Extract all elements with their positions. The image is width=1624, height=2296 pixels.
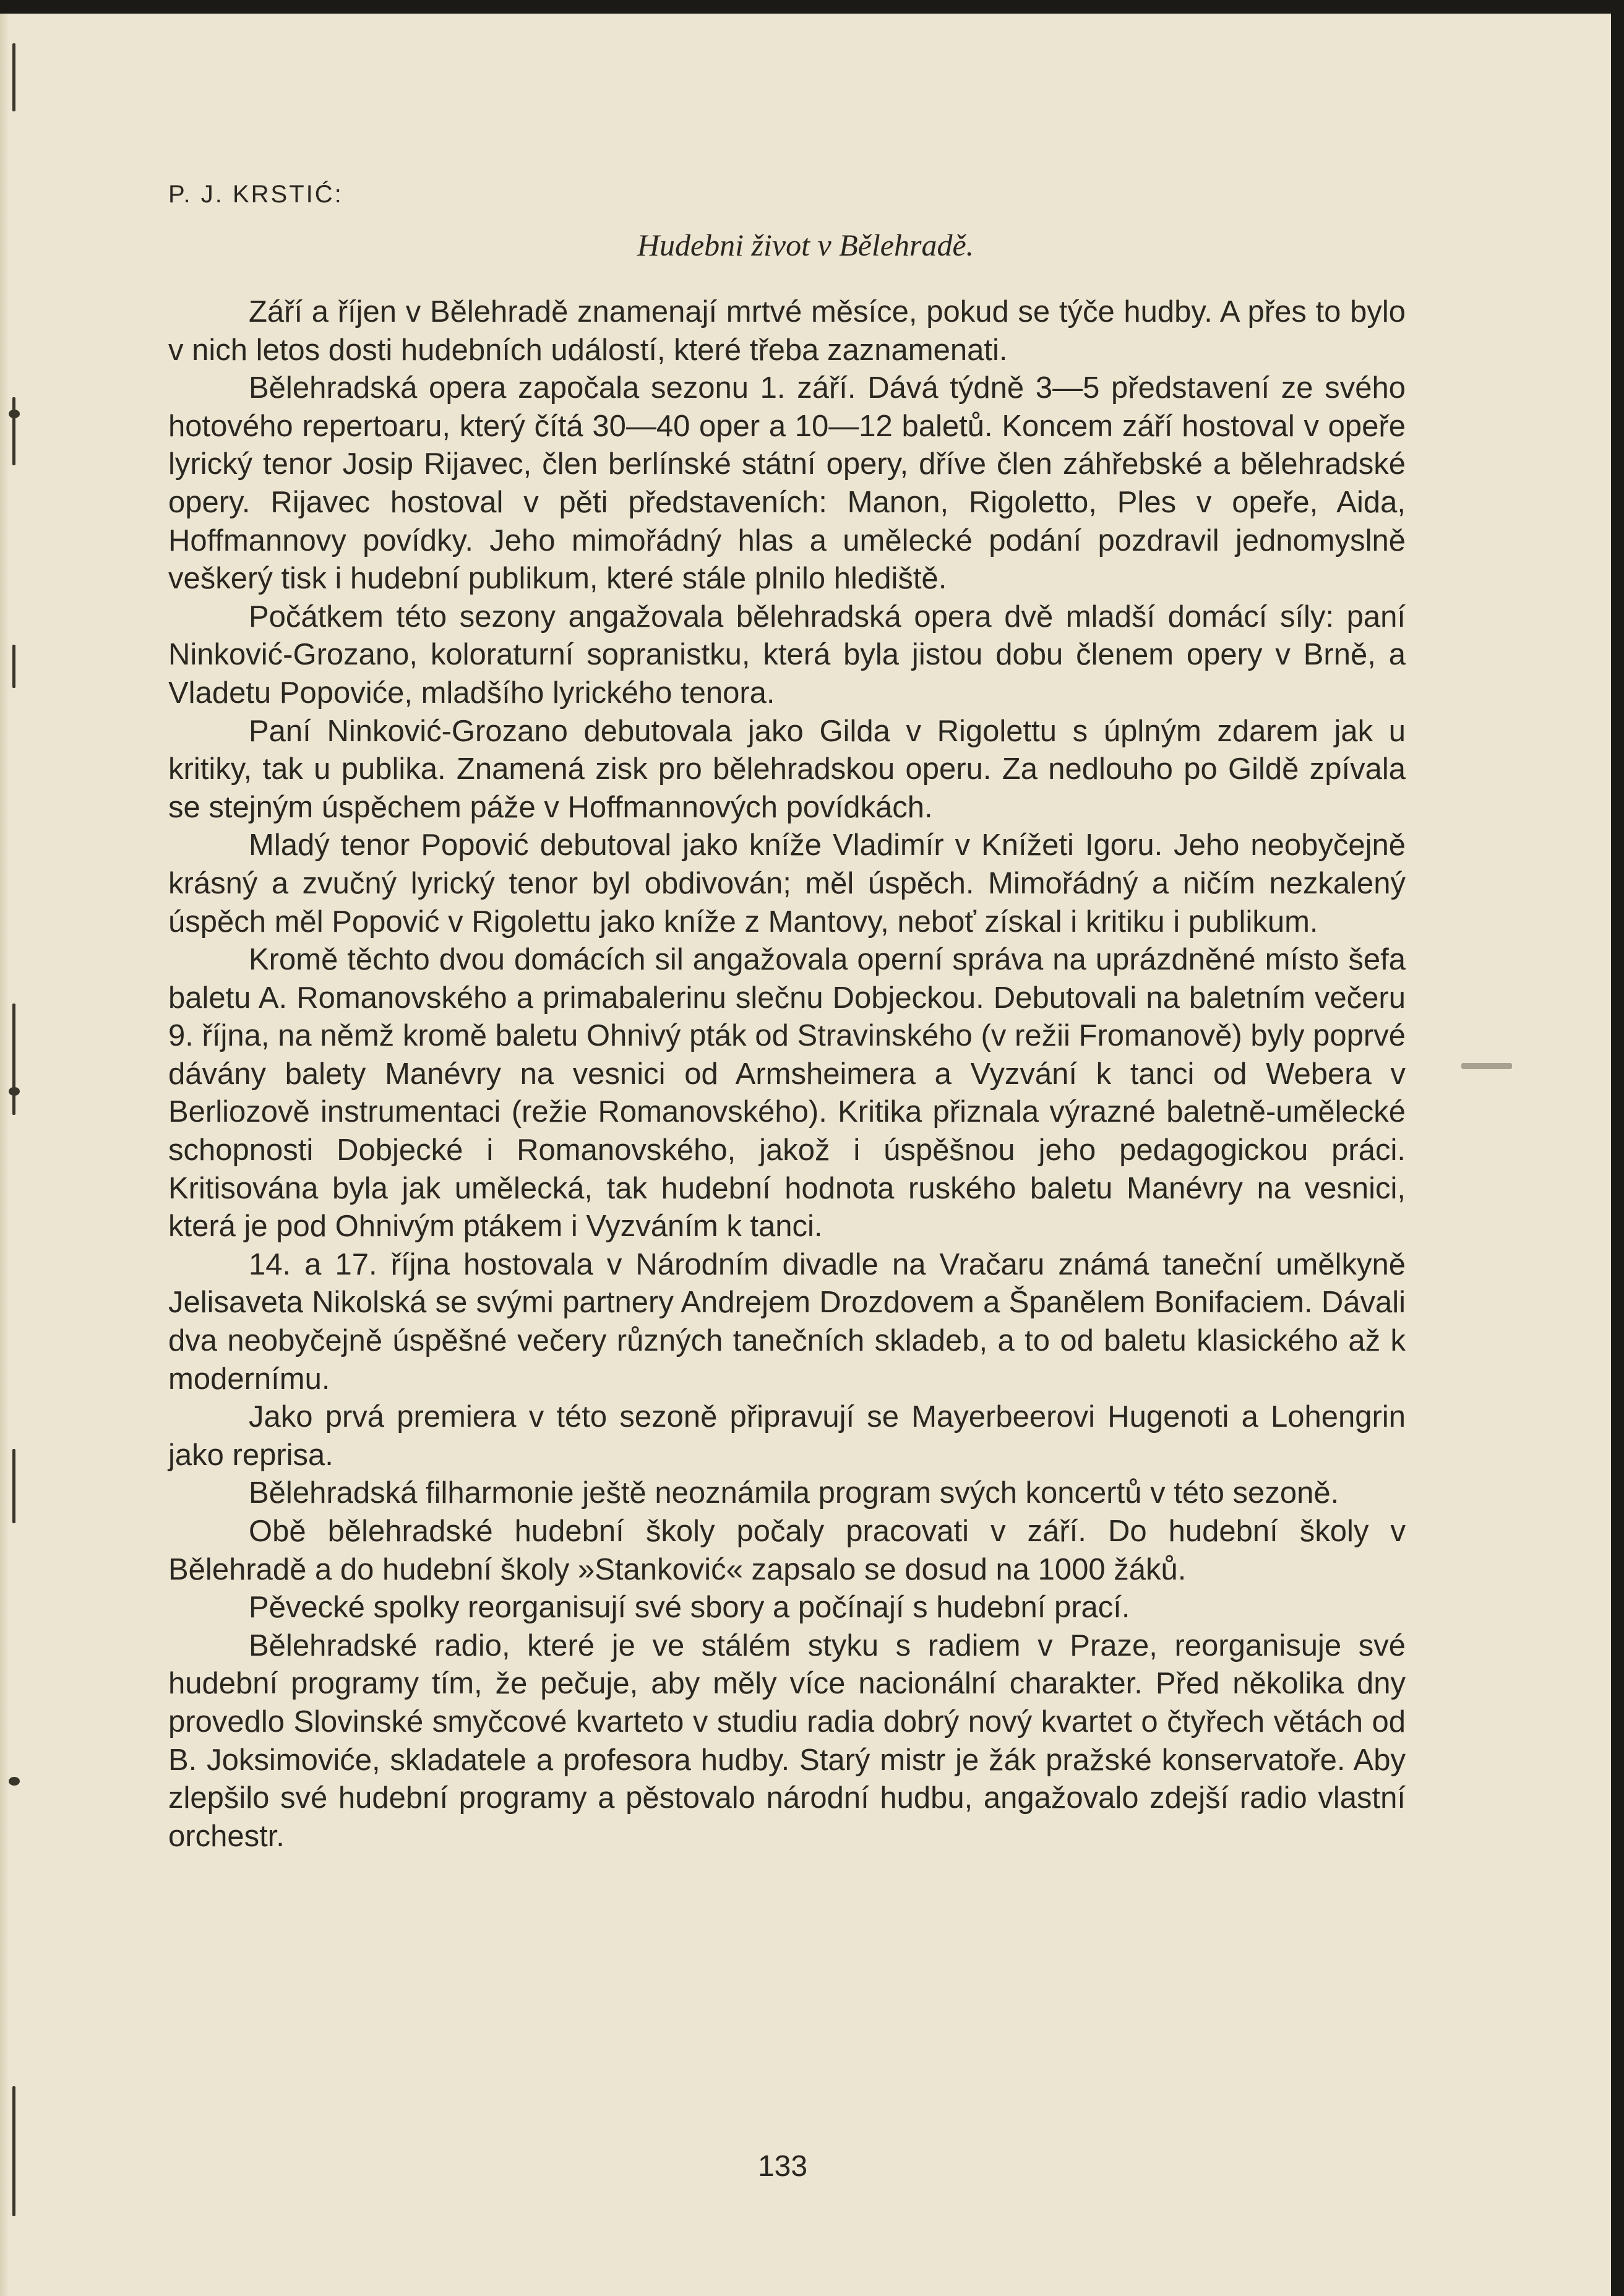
article-title: Hudebni život v Bělehradě. — [637, 228, 974, 262]
paragraph: Bělehradské radio, které je ve stálém styku s radiem v Praze, reorganisuje své hudební programy tím, že pečuje, aby měly více nacionální charakter. Před několika dny provedlo Slovinské smyčcové kvarteto v studiu radia dobrý nový kvartet o čtyřech větách od B. Joksimoviće, skladatele a profesora hudby. Starý mistr je žák pražské konservatoře. Aby zlepšilo své hudební programy a pěstovalo národní hudbu, angažovalo zdejší radio vlastní orchestr. — [168, 1628, 1406, 1853]
binding-mark — [12, 397, 15, 465]
page-number: 133 — [757, 2150, 808, 2183]
paragraph: Kromě těchto dvou domácích sil angažovala operní správa na uprázdněné místo šefa baletu A. Romanovského a primabalerinu slečnu Dobjeckou. Debutovali na baletním večeru 9. října, na němž kromě baletu Ohnivý pták od Stravinského (v režii Fromanově) byly poprvé dávány balety Manévry na vesnici od Armsheimera a Vyzvání k tanci od Webera v Berliozově instrumentaci (režie Romanovského). Kritika přiznala výrazné baletně-umělecké schopnosti Dobjecké i Romanovského, jakož i úspěšnou jeho pedagogickou práci. Kritisována byla jak umělecká, tak hudební hodnota ruského baletu Manévry na vesnici, která je pod Ohnivým ptákem i Vyzváním k tanci. — [168, 943, 1406, 1244]
binding-mark — [12, 645, 15, 688]
paragraph: Paní Ninković-Grozano debutovala jako Gilda v Rigolettu s úplným zdarem jak u kritiky, tak u publika. Znamená zisk pro bělehradskou operu. Za nedlouho po Gildě zpívala se stejným úspěchem páže v Hoffmannových povídkách. — [168, 714, 1406, 824]
page-edge — [0, 14, 9, 2296]
paragraph: Bělehradská filharmonie ještě neoznámila program svých koncertů v této sezoně. — [249, 1476, 1339, 1510]
paragraph: Září a říjen v Bělehradě znamenají mrtvé měsíce, pokud se týče hudby. A přes to bylo v nich letos dosti hudebních událostí, které třeba zaznamenati. — [168, 295, 1406, 367]
margin-mark — [1461, 1063, 1512, 1069]
paragraph: Počátkem této sezony angažovala bělehradská opera dvě mladší domácí síly: paní Ninković-Grozano, koloraturní sopranistku, která byla jistou dobu členem opery v Brně, a Vladetu Popoviće, mladšího lyrického tenora. — [168, 600, 1406, 710]
binding-dot — [9, 1087, 20, 1096]
binding-mark — [12, 1449, 15, 1523]
paragraph: Obě bělehradské hudební školy počaly pracovati v září. Do hudební školy v Bělehradě a do hudební školy »Stanković« zapsalo se dosud na 1000 žáků. — [168, 1515, 1406, 1586]
paragraph: Pěvecké spolky reorganisují své sbory a počínají s hudební prací. — [249, 1591, 1130, 1625]
binding-dot — [9, 410, 20, 418]
paragraph: Bělehradská opera započala sezonu 1. září. Dává týdně 3—5 představení ze svého hotového repertoaru, který čítá 30—40 oper a 10—12 baletů. Koncem září hostoval v opeře lyrický tenor Josip Rijavec, člen berlínské státní opery, dříve člen záhřebské a bělehradské opery. Rijavec hostoval v pěti představeních: Manon, Rigoletto, Ples v opeře, Aida, Hoffmannovy povídky. Jeho mimořádný hlas a umělecké podání pozdravil jednomyslně veškerý tisk i hudební publikum, které stále plnilo hlediště. — [168, 371, 1406, 596]
binding-mark — [12, 43, 15, 111]
paragraph: Mladý tenor Popović debutoval jako kníže Vladimír v Knížeti Igoru. Jeho neobyčejně krásný a zvučný lyrický tenor byl obdivován; měl úspěch. Mimořádný a ničím nezkalený úspěch měl Popović v Rigolettu jako kníže z Mantovy, neboť získal i kritiku i publikum. — [168, 828, 1406, 939]
article-author: P. J. KRSTIĆ: — [168, 181, 343, 208]
paragraph: Jako prvá premiera v této sezoně připravují se Mayerbeerovi Hugenoti a Lohengrin jako reprisa. — [168, 1400, 1406, 1472]
binding-mark — [12, 1004, 15, 1115]
binding-dot — [9, 1777, 20, 1786]
article-body — [168, 293, 1406, 1855]
book-page — [0, 14, 1611, 2296]
paragraph: 14. a 17. října hostovala v Národním divadle na Vračaru známá taneční umělkyně Jelisaveta Nikolská se svými partnery Andrejem Drozdovem a Španělem Bonifaciem. Dávali dva neobyčejně úspěšné večery různých tanečních skladeb, a to od baletu klasického až k modernímu. — [168, 1247, 1406, 1396]
